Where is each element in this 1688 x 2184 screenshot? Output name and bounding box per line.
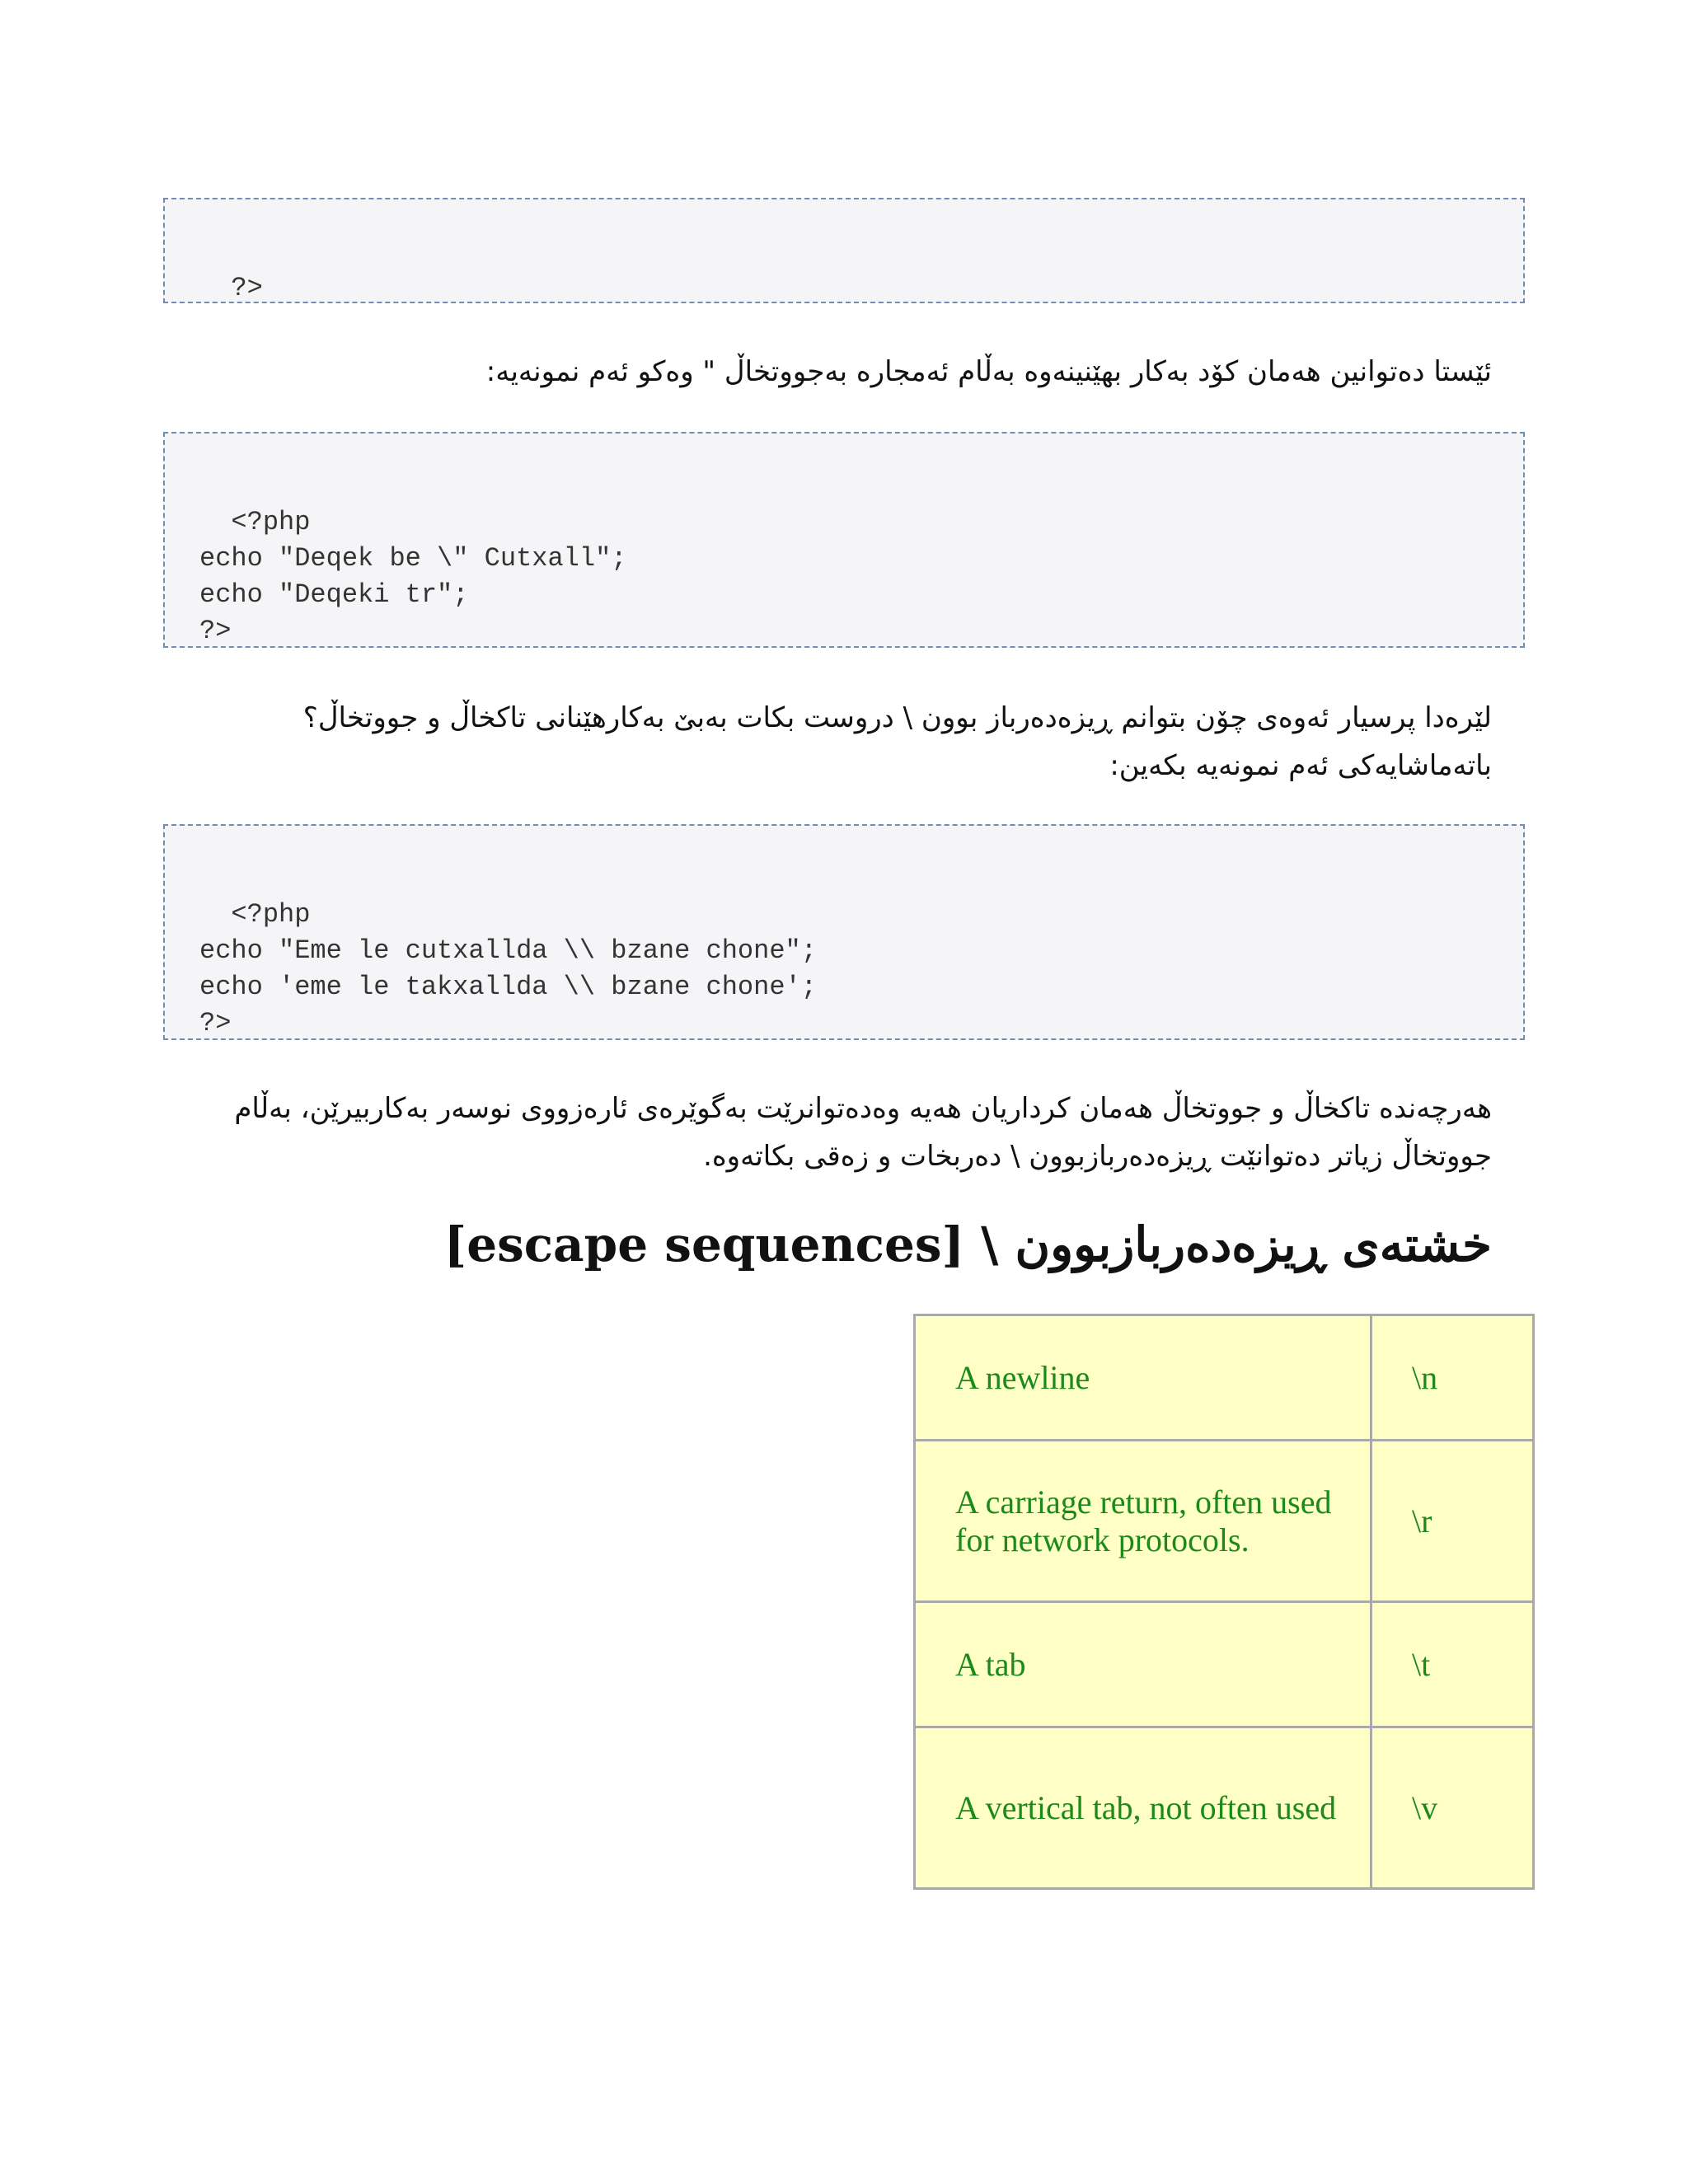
paragraph-quotes-comparison: هەرچەندە تاکخاڵ و جووتخاڵ هەمان کرداریان هەیە وەدەتوانرێت بەگوێرەی ئارەزووی نوسەر بەکاربیرێن، بەڵام جووتخاڵ زیاتر دەتوانێت ڕیزەدەربازبوون \ دەربخات و زەقی بکاتەوە.	[234, 1092, 1492, 1173]
section-heading-escape-sequences: خشتەی ڕیزەدەربازبوون \ [escape sequences]	[443, 1216, 1492, 1272]
code-text: <?php echo "Deqek be \" Cutxall"; echo "Deqeki tr"; ?>	[199, 507, 627, 646]
table-cell-description: A vertical tab, not often used	[915, 1727, 1372, 1889]
table-cell-escape-code: \t	[1372, 1602, 1534, 1727]
code-text: ?>	[231, 273, 263, 303]
code-text: <?php echo "Eme le cutxallda \\ bzane chone"; echo 'eme le takxallda \\ bzane chone'; ?>	[199, 899, 817, 1038]
table-cell-escape-code: \n	[1372, 1315, 1534, 1441]
table-row	[915, 1602, 1534, 1727]
code-block-closing-tag	[163, 198, 1525, 303]
paragraph-double-quote-intro: ئێستا دەتوانین هەمان کۆد بەکار بهێنینەوە بەڵام ئەمجارە بەجووتخاڵ " وەکو ئەم نمونەیە:	[485, 355, 1492, 388]
table-row	[915, 1441, 1534, 1602]
escape-sequences-table	[913, 1314, 1535, 1890]
paragraph-escape-question: لێرەدا پرسیار ئەوەی چۆن بتوانم ڕیزەدەرباز بوون \ دروست بکات بەبێ بەکارهێنانی تاکخاڵ و جووتخاڵ؟ باتەماشایەکی ئەم نمونەیە بکەین:	[302, 701, 1492, 782]
table-row	[915, 1727, 1534, 1889]
code-block-backslash-example	[163, 824, 1525, 1040]
table-cell-description: A tab	[915, 1602, 1372, 1727]
table-cell-description: A carriage return, often used for network protocols.	[915, 1441, 1372, 1602]
code-block-double-quote-example	[163, 432, 1525, 648]
table-row	[915, 1315, 1534, 1441]
table-cell-escape-code: \r	[1372, 1441, 1534, 1602]
table-cell-escape-code: \v	[1372, 1727, 1534, 1889]
table-cell-description: A newline	[915, 1315, 1372, 1441]
